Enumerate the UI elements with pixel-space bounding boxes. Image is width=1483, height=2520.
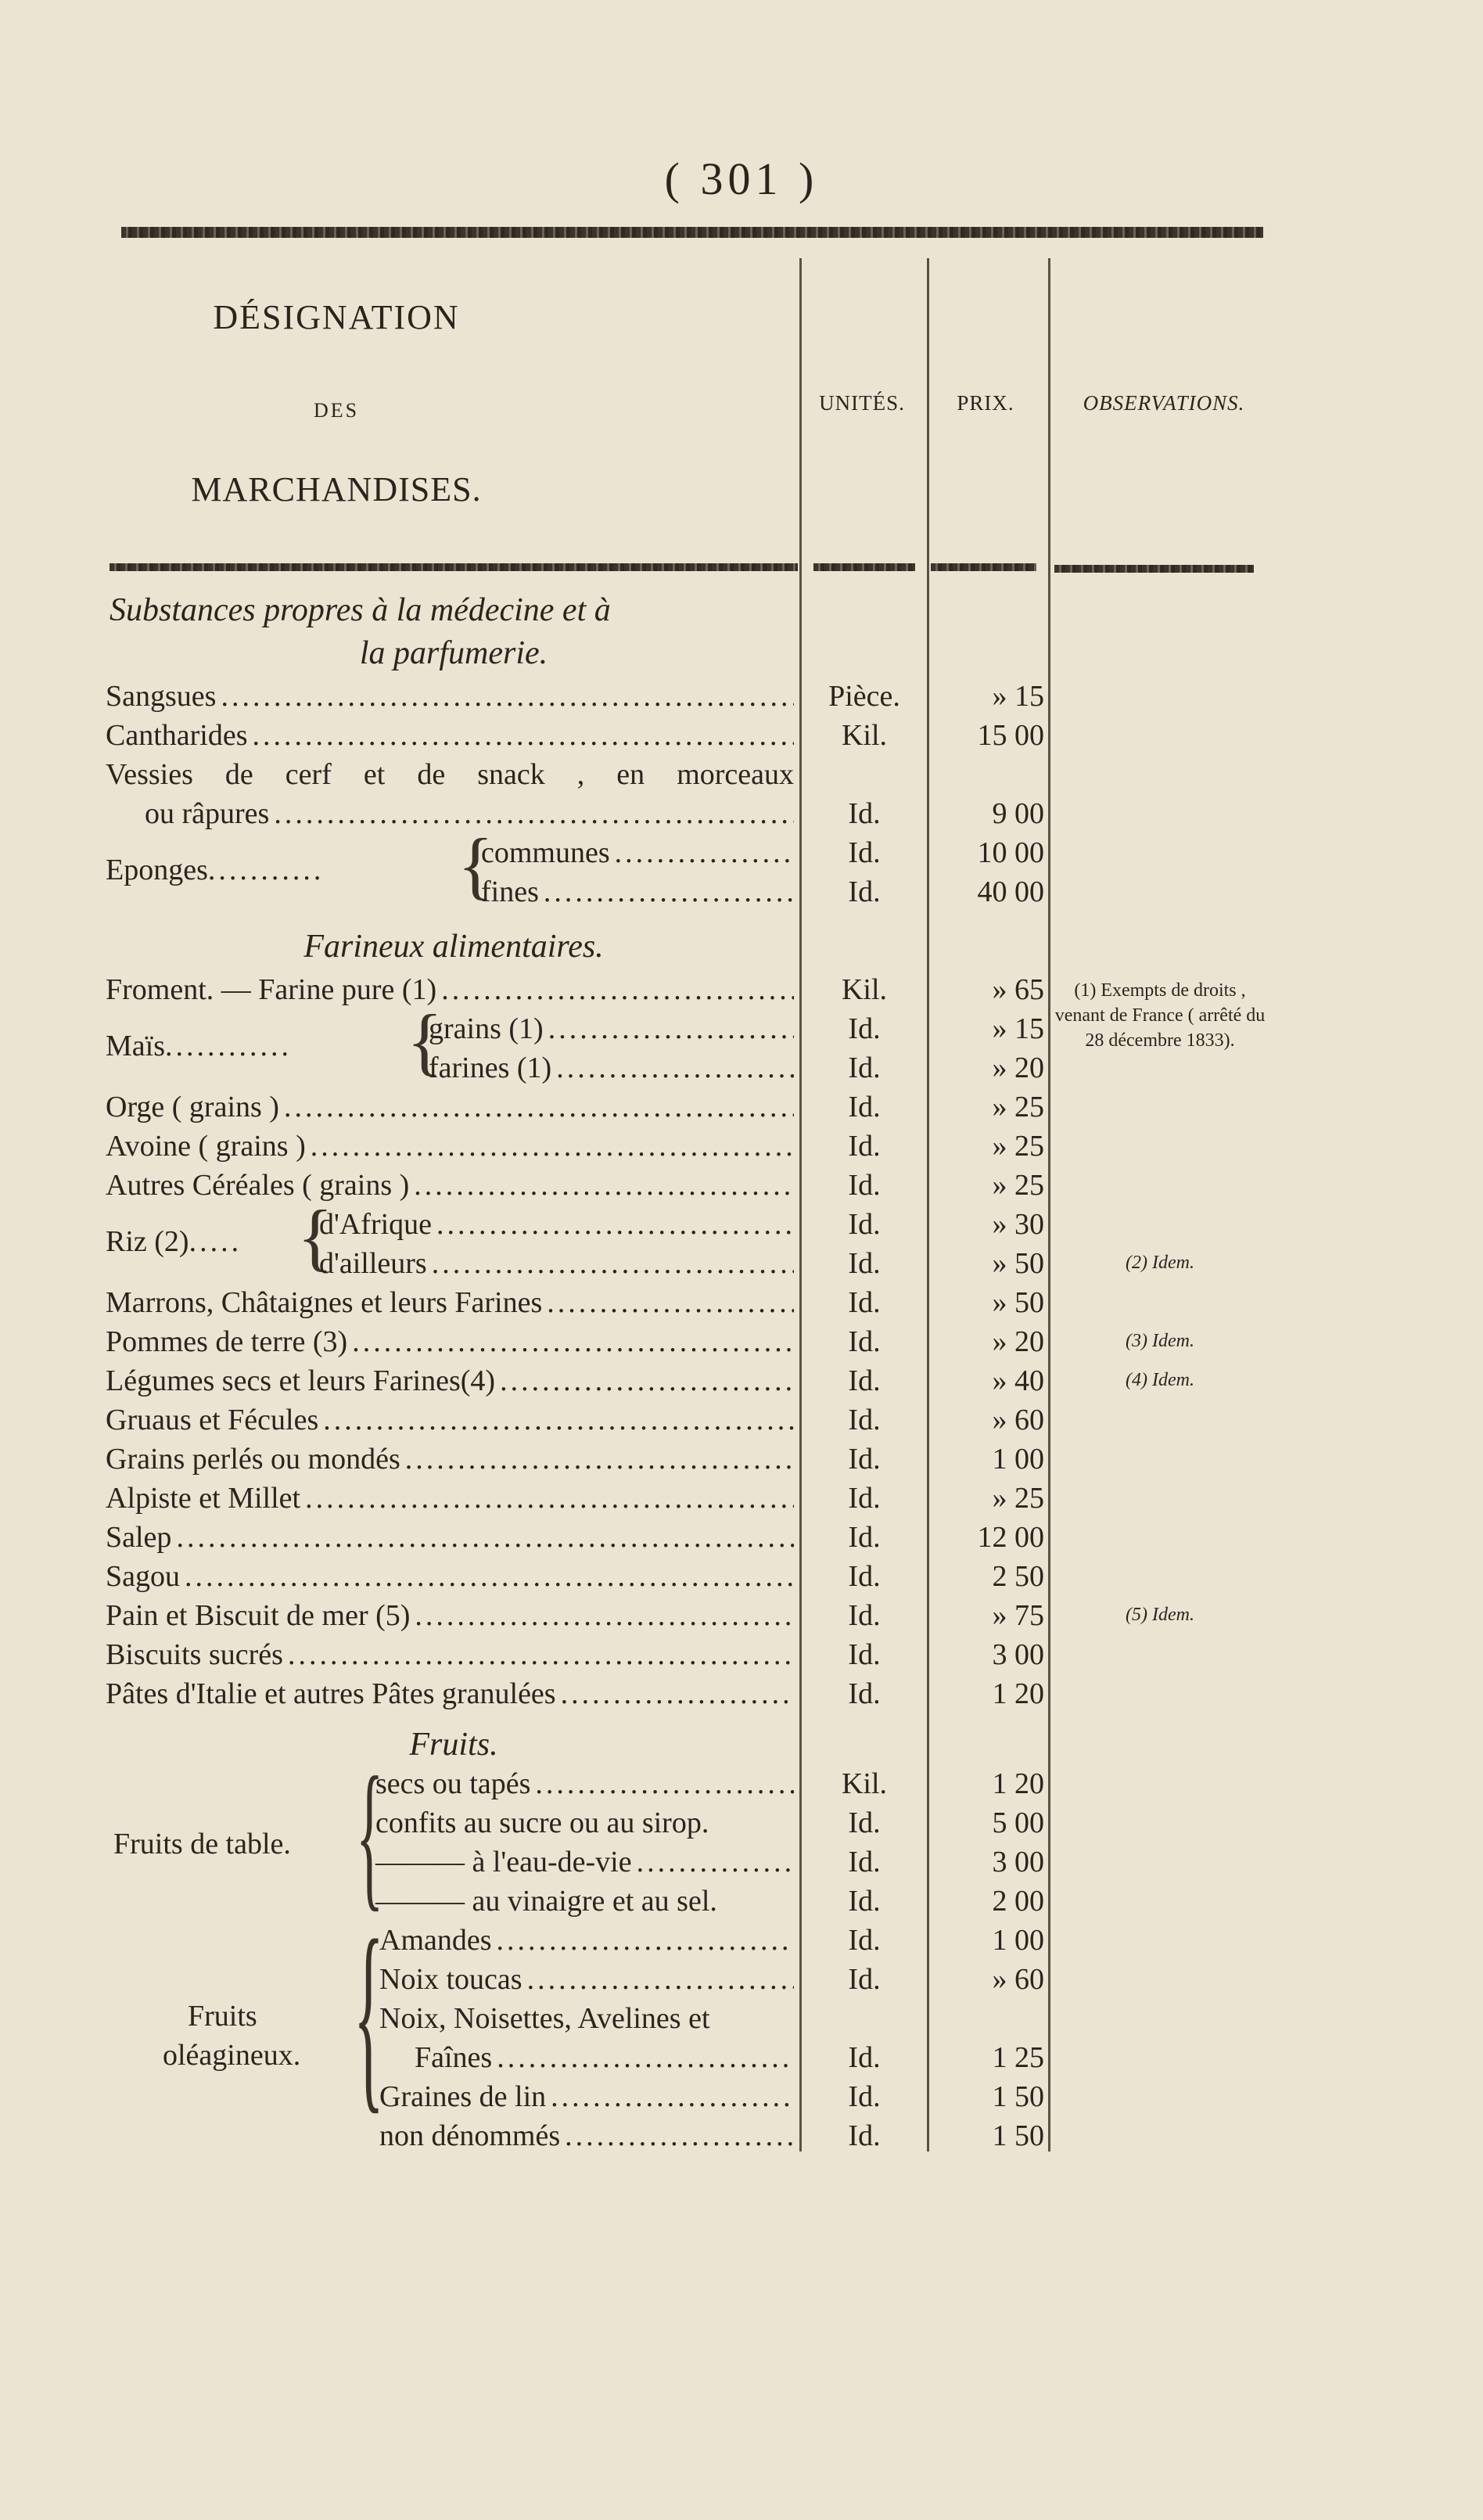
price-cell: 1 00 <box>992 1443 1044 1476</box>
row-pates-italie <box>106 1674 794 1713</box>
row-label: Pommes de terre (3) <box>106 1325 348 1358</box>
row-vessies: Vessies de cerf et de snack , en morceaux <box>106 758 794 791</box>
row-graines-de-lin <box>379 2077 794 2116</box>
group-label: Maïs <box>106 1030 165 1062</box>
note-2: (2) Idem. <box>1126 1253 1194 1273</box>
unit-cell: Id. <box>848 2119 881 2152</box>
row-sagou <box>106 1557 794 1596</box>
price-cell: » 25 <box>992 1169 1044 1202</box>
price-cell: » 20 <box>992 1325 1044 1358</box>
price-cell: » 20 <box>992 1051 1044 1084</box>
price-cell: » 60 <box>992 1963 1044 1996</box>
unit-cell: Id. <box>848 1638 881 1671</box>
unit-cell: Id. <box>848 875 881 908</box>
price-cell: » 50 <box>992 1247 1044 1280</box>
price-cell: 3 00 <box>992 1638 1044 1671</box>
row-fruits-vinaigre <box>375 1882 794 1921</box>
top-rule <box>121 227 1263 238</box>
row-amandes <box>379 1921 794 1960</box>
price-cell: 1 50 <box>992 2080 1044 2113</box>
row-label: Froment. — Farine pure (1) <box>106 973 437 1006</box>
row-froment <box>106 970 794 1009</box>
row-label: Faînes <box>415 2041 493 2074</box>
header-merchandise: MARCHANDISES. <box>191 470 482 509</box>
unit-cell: Id. <box>848 1051 881 1084</box>
row-label: Graines de lin <box>379 2080 547 2113</box>
brace-riz: { <box>297 1195 334 1278</box>
row-legumes-secs <box>106 1361 794 1400</box>
row-label: non dénommés <box>379 2119 561 2152</box>
price-cell: » 50 <box>992 1286 1044 1319</box>
unit-cell: Kil. <box>841 719 888 752</box>
header-designation: DÉSIGNATION <box>213 298 460 336</box>
row-label: ——— au vinaigre et au sel. <box>375 1885 717 1918</box>
unit-cell: Id. <box>848 1012 881 1045</box>
unit-cell: Id. <box>848 1091 881 1123</box>
unit-cell: Id. <box>848 1521 881 1554</box>
note-3: (3) Idem. <box>1126 1331 1194 1351</box>
row-label: d'ailleurs <box>319 1247 427 1280</box>
row-label: Biscuits sucrés <box>106 1638 283 1671</box>
price-cell: 12 00 <box>977 1521 1044 1554</box>
header-observations: OBSERVATIONS. <box>1083 391 1245 415</box>
price-cell: 15 00 <box>977 719 1044 752</box>
price-cell: » 25 <box>992 1482 1044 1515</box>
group-fruits-de-table: Fruits de table. <box>113 1828 291 1860</box>
row-label: Orge ( grains ) <box>106 1091 279 1123</box>
note-5: (5) Idem. <box>1126 1605 1194 1625</box>
unit-cell: Id. <box>848 836 881 869</box>
section-title-medicine-cont: la parfumerie. <box>359 635 548 671</box>
row-label: Amandes <box>379 1924 492 1957</box>
unit-cell: Id. <box>848 1924 881 1957</box>
price-cell: » 15 <box>992 680 1044 713</box>
row-orge <box>106 1087 794 1127</box>
row-non-denommes <box>379 2116 794 2155</box>
row-label: communes <box>481 836 610 869</box>
unit-cell: Id. <box>848 2041 881 2074</box>
unit-cell: Id. <box>848 1885 881 1918</box>
row-gruaus <box>106 1400 794 1440</box>
section-title-fruits: Fruits. <box>409 1727 498 1763</box>
unit-cell: Pièce. <box>828 680 900 713</box>
row-label: Sangsues <box>106 680 217 713</box>
row-label: Salep <box>106 1521 172 1554</box>
row-cantharides <box>106 716 794 755</box>
row-noix-noisettes: Noix, Noisettes, Avelines et <box>379 2002 710 2035</box>
row-label: Légumes secs et leurs Farines(4) <box>106 1364 496 1397</box>
unit-cell: Id. <box>848 1599 881 1632</box>
unit-cell: Id. <box>848 1286 881 1319</box>
row-grains-perles <box>106 1440 794 1479</box>
price-cell: 1 50 <box>992 2119 1044 2152</box>
note-1: (1) Exempts de droits , venant de France ( arrêté du 28 décembre 1833). <box>1054 980 1266 1051</box>
row-alpiste <box>106 1479 794 1518</box>
group-mais: Maïs............ <box>106 1030 292 1062</box>
price-cell: » 15 <box>992 1012 1044 1045</box>
price-cell: » 75 <box>992 1599 1044 1632</box>
price-cell: 3 00 <box>992 1846 1044 1878</box>
row-label: farines (1) <box>429 1051 552 1084</box>
row-label: Sagou <box>106 1560 180 1593</box>
row-label: Grains perlés ou mondés <box>106 1443 400 1476</box>
row-pommes-de-terre <box>106 1322 794 1361</box>
group-fruits-oleagineux-cont: oléagineux. <box>163 2039 301 2072</box>
price-cell: 1 20 <box>992 1677 1044 1710</box>
row-label: Alpiste et Millet <box>106 1482 301 1515</box>
price-cell: 1 25 <box>992 2041 1044 2074</box>
row-label: fines <box>481 875 539 908</box>
row-label: Avoine ( grains ) <box>106 1130 306 1163</box>
group-eponges: Eponges........... <box>106 854 325 886</box>
price-cell: 5 00 <box>992 1806 1044 1839</box>
row-label: Marrons, Châtaignes et leurs Farines <box>106 1286 543 1319</box>
price-cell: 2 50 <box>992 1560 1044 1593</box>
row-biscuits-sucres <box>106 1635 794 1674</box>
unit-cell: Id. <box>848 1208 881 1241</box>
price-cell: 10 00 <box>977 836 1044 869</box>
section-title-medicine: Substances propres à la médecine et à <box>110 592 611 628</box>
price-cell: 1 20 <box>992 1767 1044 1800</box>
unit-cell: Id. <box>848 1325 881 1358</box>
row-fruits-confits <box>375 1803 794 1842</box>
header-prix: PRIX. <box>957 391 1014 415</box>
brace-fruits-oleagineux: { <box>354 1897 384 2131</box>
unit-cell: Id. <box>848 797 881 830</box>
unit-cell: Id. <box>848 1247 881 1280</box>
row-sangsues <box>106 677 794 716</box>
row-label: Cantharides <box>106 719 248 752</box>
group-label: Riz (2) <box>106 1225 189 1258</box>
row-label: Pâtes d'Italie et autres Pâtes granulées <box>106 1677 556 1710</box>
row-fruits-secs <box>375 1764 794 1803</box>
row-eponges-communes <box>481 833 794 872</box>
header-rule-observations <box>1054 565 1254 573</box>
unit-cell: Id. <box>848 1130 881 1163</box>
header-units: UNITÉS. <box>819 391 905 415</box>
price-cell: » 60 <box>992 1404 1044 1436</box>
header-des: DES <box>313 399 360 422</box>
row-riz-ailleurs <box>319 1244 794 1283</box>
row-label: Pain et Biscuit de mer (5) <box>106 1599 411 1632</box>
group-label: Eponges <box>106 854 208 886</box>
row-marrons <box>106 1283 794 1322</box>
price-cell: » 65 <box>992 973 1044 1006</box>
unit-cell: Id. <box>848 1169 881 1202</box>
row-label: secs ou tapés <box>375 1767 531 1800</box>
brace-eponges: { <box>458 823 494 907</box>
row-autres-cereales <box>106 1166 794 1205</box>
price-cell: » 25 <box>992 1130 1044 1163</box>
row-pain-biscuit <box>106 1596 794 1635</box>
unit-cell: Id. <box>848 1443 881 1476</box>
brace-fruits-de-table: { <box>356 1744 384 1925</box>
row-label: ou râpures <box>145 797 270 830</box>
unit-cell: Id. <box>848 1482 881 1515</box>
unit-cell: Id. <box>848 1560 881 1593</box>
row-label: confits au sucre ou au sirop. <box>375 1806 709 1839</box>
price-cell: » 40 <box>992 1364 1044 1397</box>
unit-cell: Id. <box>848 1364 881 1397</box>
note-4: (4) Idem. <box>1126 1370 1194 1390</box>
row-eponges-fines <box>481 872 794 911</box>
row-label: Autres Céréales ( grains ) <box>106 1169 410 1202</box>
unit-cell: Id. <box>848 1404 881 1436</box>
price-cell: 1 00 <box>992 1924 1044 1957</box>
price-cell: 2 00 <box>992 1885 1044 1918</box>
unit-cell: Id. <box>848 2080 881 2113</box>
row-mais-farines <box>429 1048 794 1087</box>
header-rule-designation <box>110 563 798 571</box>
group-riz: Riz (2)..... <box>106 1225 242 1258</box>
unit-cell: Kil. <box>841 1767 888 1800</box>
unit-cell: Id. <box>848 1806 881 1839</box>
brace-mais: { <box>407 999 443 1083</box>
row-faines <box>415 2038 794 2077</box>
price-cell: 40 00 <box>977 875 1044 908</box>
row-fruits-eau-de-vie <box>375 1842 794 1882</box>
row-label: Gruaus et Fécules <box>106 1404 319 1436</box>
unit-cell: Id. <box>848 1677 881 1710</box>
row-mais-grains <box>429 1009 794 1048</box>
header-rule-units <box>813 563 915 571</box>
row-riz-afrique <box>319 1205 794 1244</box>
unit-cell: Id. <box>848 1963 881 1996</box>
row-label: d'Afrique <box>319 1208 433 1241</box>
row-salep <box>106 1518 794 1557</box>
unit-cell: Kil. <box>841 973 888 1006</box>
price-cell: » 30 <box>992 1208 1044 1241</box>
section-title-farineux: Farineux alimentaires. <box>303 929 604 965</box>
row-label: ——— à l'eau-de-vie <box>375 1846 632 1878</box>
header-rule-prix <box>931 563 1036 571</box>
price-cell: 9 00 <box>992 797 1044 830</box>
column-divider-3 <box>1048 258 1050 2152</box>
row-label: Noix toucas <box>379 1963 522 1996</box>
unit-cell: Id. <box>848 1846 881 1878</box>
row-avoine <box>106 1127 794 1166</box>
group-fruits-oleagineux: Fruits <box>188 2000 257 2033</box>
price-cell: » 25 <box>992 1091 1044 1123</box>
row-label: grains (1) <box>429 1012 544 1045</box>
row-noix-toucas <box>379 1960 794 1999</box>
page-number: ( 301 ) <box>664 153 819 204</box>
